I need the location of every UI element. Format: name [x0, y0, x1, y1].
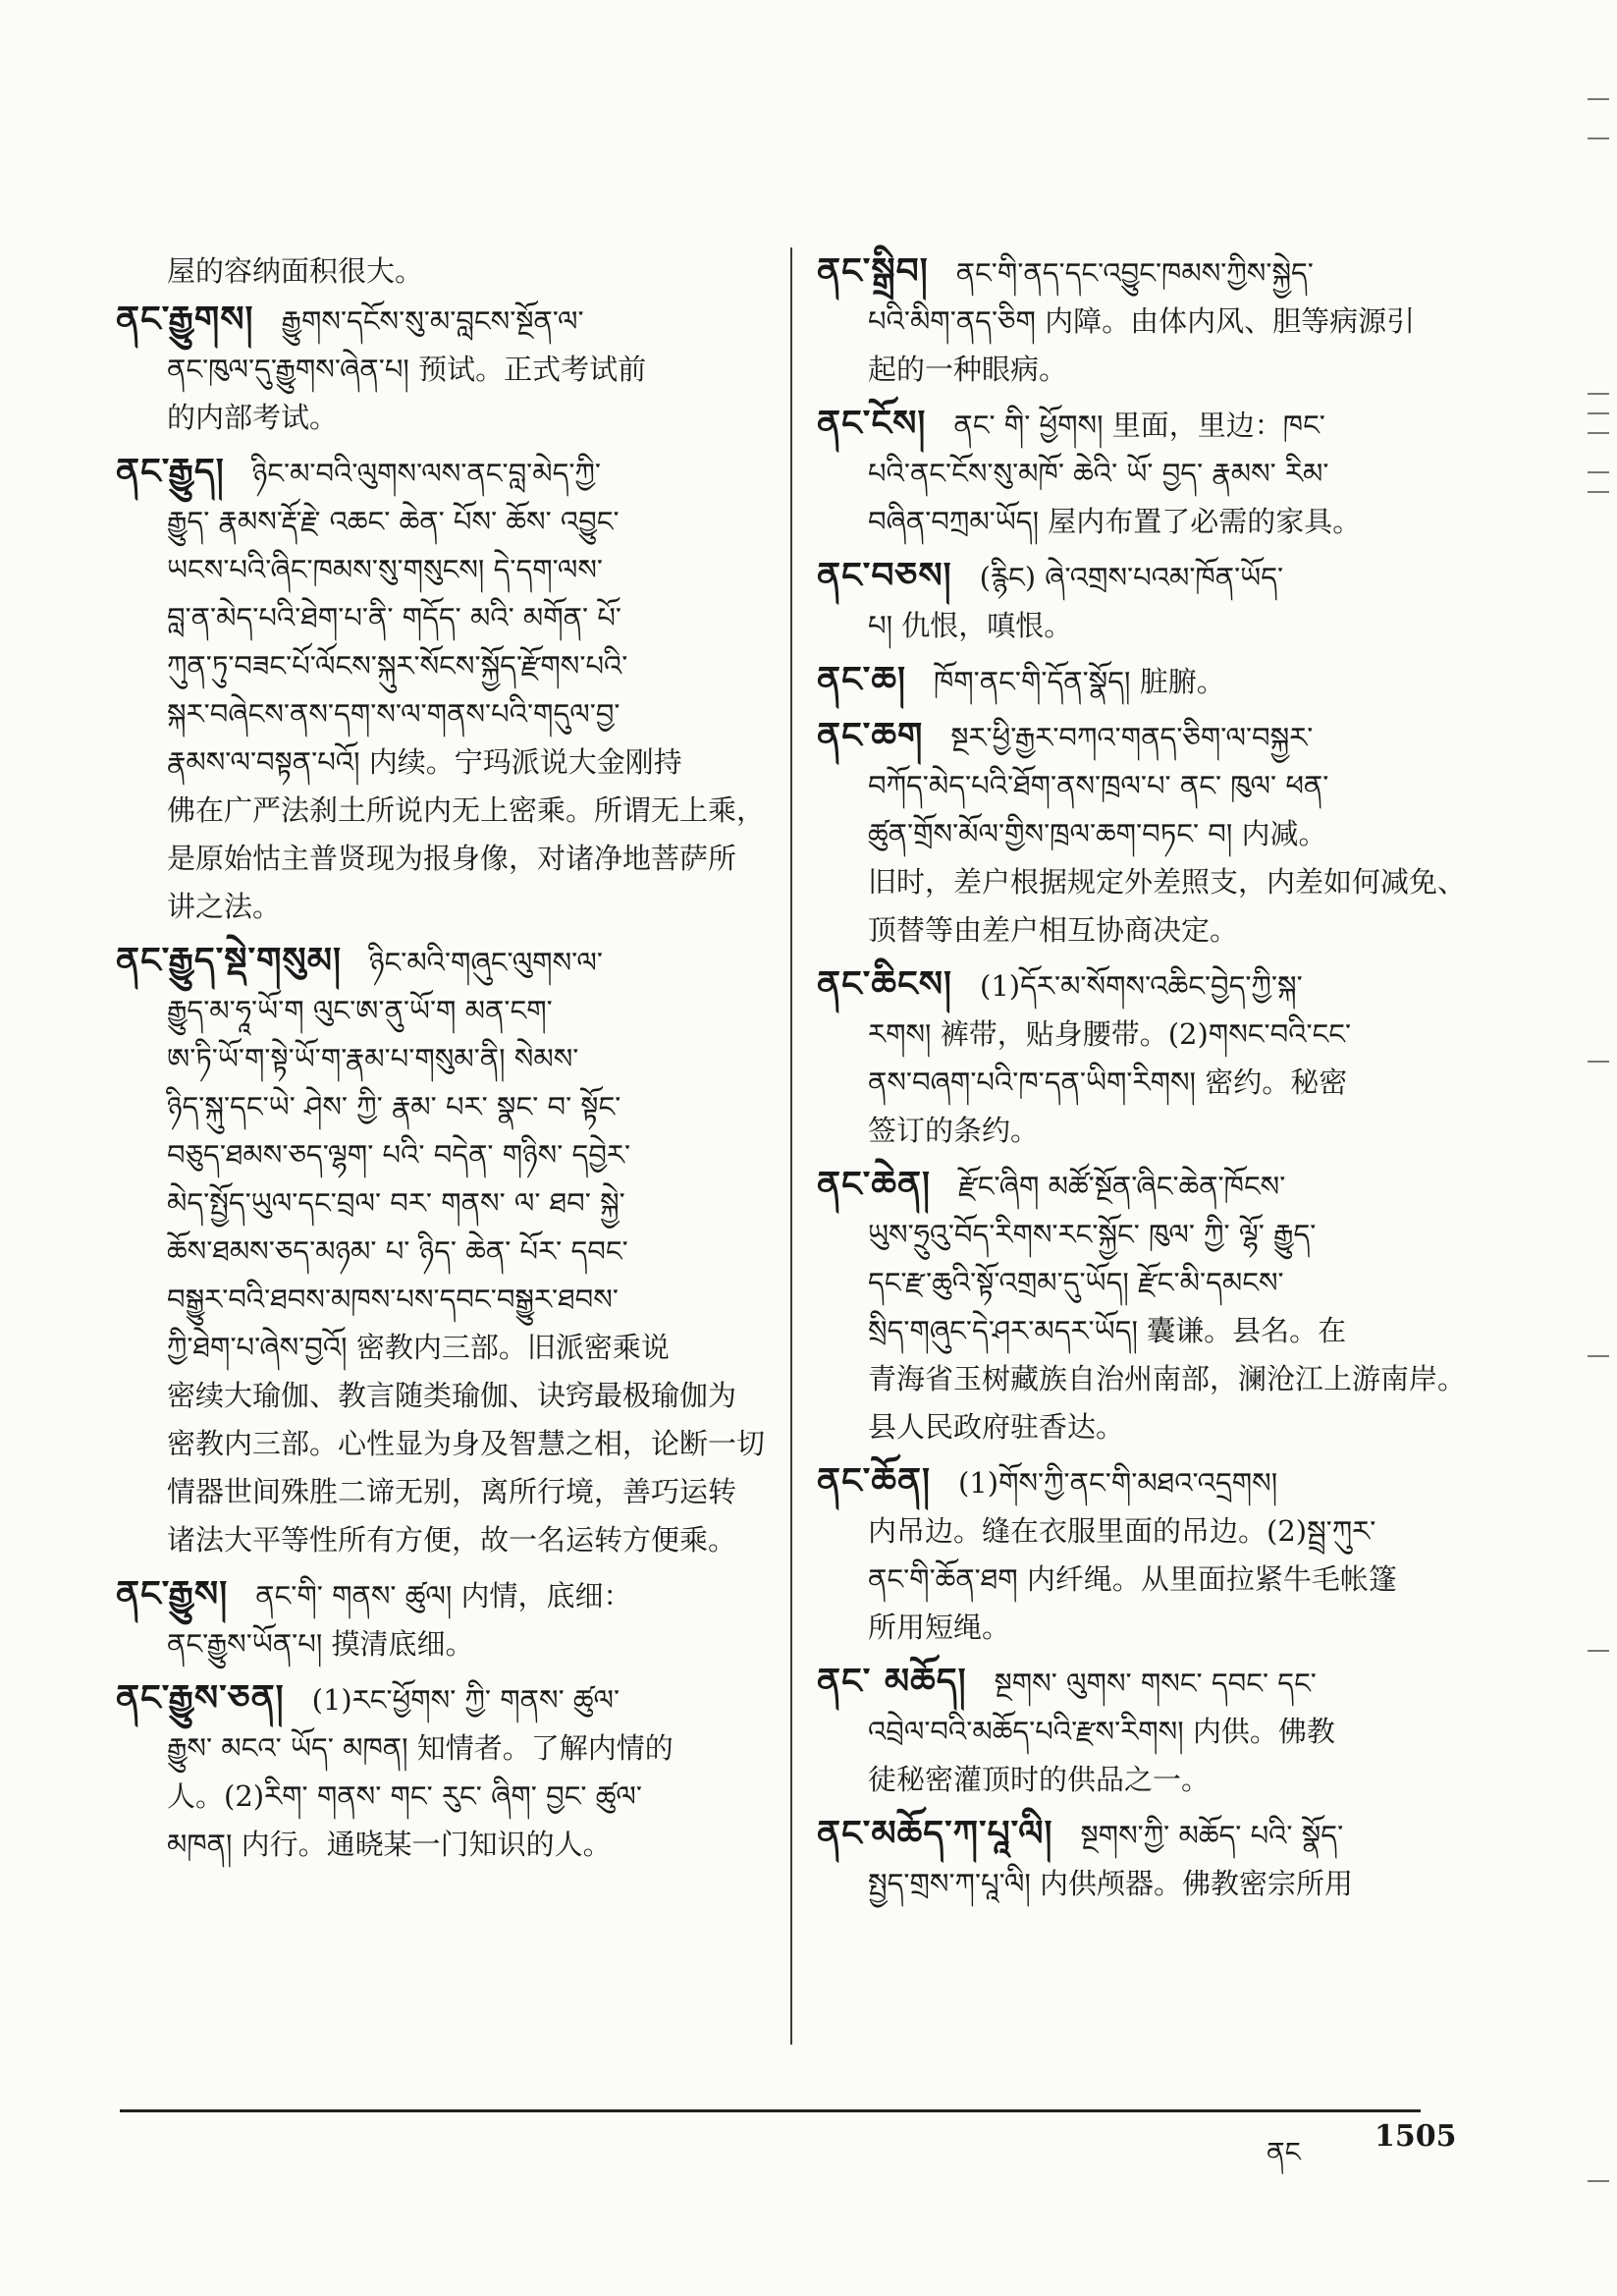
entry-definition-line: ནང་ཁུལ་དུ་རྒྱུགས་ཞེན་པ། 预试。正式考试前 [167, 353, 647, 386]
entry-definition-line: བླ་ན་མེད་པའི་ཐེག་པ་ནི་ གདོད་ མའི་ མགོན་ པོ་ [167, 601, 621, 634]
entry-definition-line: ནང་གི་ནད་དང་འབྱུང་ཁམས་ཀྱིས་སྐྱེད་ [955, 256, 1314, 290]
entry-headword: ནང་མཆོད་ཀ་པཱ་ལི། [817, 1814, 1053, 1854]
entry-definition-line: སྔགས་ཀྱི་ མཆོད་ པའི་ སྣོད་ [1080, 1819, 1344, 1852]
entry-definition-line: དང་རྫ་ཆུའི་སྟོ་འགྲམ་དུ་ཡོད། རྫོང་མི་དམངས་ [868, 1266, 1284, 1299]
entry-definition-line: ནང་རྒྱུས་ཡོན་པ། 摸清底细。 [167, 1627, 474, 1661]
dictionary-entry [817, 552, 1471, 650]
entry-definition-line: ཡུས་ཧྲུའུ་བོད་རིགས་རང་སྐྱོང་ ཁུལ་ ཀྱི་ ལྷོ་ རྒྱུད་ [868, 1218, 1317, 1251]
entry-definition-line: མེད་སྤྱོད་ཡུལ་དང་བྲལ་ བར་ གནས་ ལ་ ཐབ་ སྐྱེ་ [167, 1186, 625, 1220]
dictionary-entry [116, 937, 769, 1564]
entry-definition-line: ཁོག་ནང་གི་དོན་སྣོད། 脏腑。 [933, 665, 1225, 698]
entry-definition-line: 情器世间殊胜二谛无别，离所行境，善巧运转 [167, 1475, 737, 1508]
entry-definition-line: སྔར་ཕྱི་རྒྱར་བཀའ་གནད་ཅིག་ལ་བསྐྱར་ [950, 721, 1314, 754]
entry-definition-line: 的内部考试。 [167, 401, 339, 434]
entry-definition-line: རྫོང་ཞིག མཚོ་སྔོན་ཞིང་ཆེན་ཁོངས་ [957, 1170, 1286, 1203]
entry-headword: ནང་སྒྲིབ། [817, 251, 929, 292]
entry-definition-line: ཀྱི་ཐེག་པ་ཞེས་བྱའོ། 密教内三部。旧派密乘说 [167, 1331, 670, 1364]
entry-definition-line: 佛在广严法刹土所说内无上密乘。所谓无上乘， [167, 793, 766, 827]
entry-definition-line: 内吊边。缝在衣服里面的吊边。(2)སྦྲ་ཀུར་ [868, 1514, 1376, 1548]
entry-headword: ནང་ཆོན། [817, 1461, 931, 1502]
dictionary-entry [116, 1570, 769, 1668]
entry-definition-line: 签订的条约。 [868, 1114, 1040, 1147]
dictionary-entry [817, 712, 1471, 955]
entry-headword: ནང་རྒྱུས་ཅན། [116, 1678, 285, 1719]
dictionary-entry [116, 296, 769, 442]
entry-definition-line: 密续大瑜伽、教言随类瑜伽、诀窍最极瑜伽为 [167, 1379, 737, 1412]
entry-definition-line: བསྒྱུར་བའི་ཐབས་མཁས་པས་དབང་བསྒྱུར་ཐབས་ [167, 1283, 619, 1316]
entry-definition-line: ཡངས་པའི་ཞིང་ཁམས་སུ་གསུངས། དེ་དག་ལས་ [167, 553, 604, 586]
entry-definition-line: ནང་ གི་ ཕྱོགས། 里面，里边：ཁང་ [953, 409, 1325, 442]
entry-headword: ནང་ངོས། [817, 404, 927, 444]
margin-marks [1578, 59, 1617, 2219]
entry-definition-line: ཉིད་སྐུ་དང་ཡེ་ ཤེས་ ཀྱི་ རྣམ་ པར་ སྣང་ བ་ སྟོང་ [167, 1090, 621, 1123]
entry-definition-line: རྒྱུད་མ་ཧཱ་ཡོ་ག ལུང་ཨ་ནུ་ཡོ་ག མན་ངག་ [167, 994, 553, 1027]
entry-headword: ནང་བཅས། [817, 556, 952, 596]
entry-headword: ནང་ཆག [817, 716, 924, 756]
entry-definition-line: རགས། 裤带，贴身腰带。(2)གསང་བའི་ངང་ [868, 1017, 1352, 1051]
entry-definition-line: བཞིན་བཀྲམ་ཡོད། 屋内布置了必需的家具。 [868, 505, 1362, 538]
entry-definition-line: ཀུན་ཏུ་བཟང་པོ་ལོངས་སྐུར་སོངས་སྐྱོད་རྫོགས་པའི་ [167, 649, 628, 683]
entry-definition-line: ཨ་ཏི་ཡོ་ག་སྟེ་ཡོ་ག་རྣམ་པ་གསུམ་ནི། སེམས་ [167, 1042, 579, 1075]
entry-definition-line: ནང་གི་ཆོན་ཐག 内纤绳。从里面拉紧牛毛帐篷 [868, 1562, 1397, 1596]
entry-definition-line: སྤྱད་གྲས་ཀ་པཱ་ལི། 内供颅器。佛教密宗所用 [868, 1867, 1353, 1900]
entry-definition-line: པའི་མིག་ནད་ཅིག 内障。由体内风、胆等病源引 [868, 304, 1416, 338]
entry-definition-line: (1)རང་ཕྱོགས་ ཀྱི་ གནས་ ཚུལ་ [311, 1683, 620, 1717]
entry-headword: ནང་རྒྱུད། [116, 452, 225, 492]
entry-definition-line: ཆོས་ཐམས་ཅད་མཉམ་ པ་ ཉིད་ ཆེན་ པོར་ དབང་ [167, 1234, 628, 1268]
entry-definition-line: 讲之法。 [167, 890, 282, 923]
entry-definition-line: ཉིང་མ་བའི་ལུགས་ལས་ནང་བླ་མེད་ཀྱི་ [251, 457, 602, 490]
right-column [817, 247, 1471, 1914]
entry-definition-line: 旧时，差户根据规定外差照支，内差如何减免、 [868, 865, 1467, 899]
entry-definition-line: བཀོད་མེད་པའི་ཐོག་ནས་ཁྲལ་པ་ ནང་ ཁུལ་ ཕན་ [868, 769, 1329, 802]
dictionary-entry [817, 1161, 1471, 1451]
entry-definition-line: སྐར་བཞེངས་ནས་དག་ས་ལ་གནས་པའི་གདུལ་བྱ་ [167, 697, 620, 731]
entry-definition-line: བཅུད་ཐམས་ཅད་ལྷག་ པའི་ བདེན་ གཉིས་ དབྱེར་ [167, 1138, 631, 1172]
entry-definition-line: 徒秘密灌顶时的供品之一。 [868, 1763, 1211, 1796]
entry-definition-line: (རྙིང) ཞེ་འགྲས་པའམ་ཁོན་ཡོད་ [979, 561, 1284, 594]
running-header-word: ནང [1267, 2136, 1301, 2168]
entry-definition-line: 所用短绳。 [868, 1611, 1011, 1644]
dictionary-entry [817, 960, 1471, 1155]
entry-definition-line: ཉིང་མའི་གཞུང་ལུགས་ལ་ [368, 946, 603, 979]
dictionary-entry [817, 1658, 1471, 1804]
entry-headword: ནང་ མཆོད། [817, 1662, 967, 1702]
entry-definition-line: (1)དོར་མ་སོགས་འཆིང་བྱེད་ཀྱི་སྐ་ [980, 969, 1303, 1003]
entry-definition-line: རྒྱུགས་དངོས་སུ་མ་བླངས་སྔོན་ལ་ [281, 304, 584, 338]
entry-definition-line: 是原始怙主普贤现为报身像，对诸净地菩萨所 [167, 842, 737, 875]
dictionary-entry [817, 1457, 1471, 1652]
continuation-line: 屋的容纳面积很大。 [167, 254, 424, 288]
dictionary-entry [116, 448, 769, 931]
entry-definition-line: རྒྱུས་ མངའ་ ཡོད་ མཁན། 知情者。了解内情的 [167, 1731, 674, 1765]
continuation-text [116, 247, 769, 296]
entry-definition-line: ཚུན་གྲོས་མོལ་གྱིས་ཁྲལ་ཆག་བཏང་ བ། 内减。 [868, 817, 1327, 850]
entry-headword: ནང་ཆེན། [817, 1165, 931, 1205]
entry-definition-line: མཁན། 内行。通晓某一门知识的人。 [167, 1828, 612, 1861]
page-number: 1505 [1374, 2119, 1457, 2154]
entry-definition-line: 顶替等由差户相互协商决定。 [868, 913, 1239, 947]
entry-headword: ནང་རྒྱུགས། [116, 300, 254, 340]
entry-definition-line: ནང་གི་ གནས་ ཚུལ། 内情，底细： [255, 1579, 632, 1613]
dictionary-entry [116, 1674, 769, 1869]
left-column [116, 247, 769, 1875]
entry-definition-line: 起的一种眼病。 [868, 353, 1068, 386]
entry-definition-line: འབྲེལ་བའི་མཆོད་པའི་རྫས་རིགས། 内供。佛教 [868, 1715, 1335, 1748]
entry-definition-line: པ། 仇恨，嗔恨。 [868, 609, 1073, 642]
entry-definition-line: 县人民政府驻香达。 [868, 1410, 1125, 1444]
column-divider [790, 247, 792, 2045]
entry-definition-line: 诸法大平等性所有方便，故一名运转方便乘。 [167, 1523, 737, 1557]
dictionary-entry [817, 1810, 1471, 1908]
entry-definition-line: རྣམས་ལ་བསྟན་པའོ། 内续。宁玛派说大金刚持 [167, 745, 682, 779]
entry-definition-line: སྔགས་ ལུགས་ གསང་ དབང་ དང་ [994, 1667, 1317, 1700]
entry-definition-line: སྲིད་གཞུང་དེ་ཤར་མདར་ཡོད། 囊谦。县名。在 [868, 1314, 1347, 1347]
dictionary-entry [817, 247, 1471, 394]
entry-definition-line: (1)གོས་ཀྱི་ནང་གི་མཐའ་འདྲགས། [957, 1466, 1278, 1500]
entry-definition-line: རྒྱུད་ རྣམས་རྡོ་རྗེ་ འཆང་ ཆེན་ པོས་ ཆོས་ འབྱུང་ [167, 505, 620, 538]
entry-headword: ནང་ཆ། [817, 660, 906, 700]
footer-rule [120, 2109, 1421, 2112]
entry-definition-line: ནས་བཞག་པའི་ཁ་དན་ཡིག་རིགས། 密约。秘密 [868, 1066, 1348, 1099]
entry-definition-line: 青海省玉树藏族自治州南部，澜沧江上游南岸。 [868, 1362, 1467, 1395]
entry-headword: ནང་རྒྱུས། [116, 1574, 229, 1614]
entry-headword: ནང་ཆིངས། [817, 964, 953, 1005]
dictionary-entry [817, 656, 1471, 706]
entry-headword: ནང་རྒྱུད་སྡེ་གསུམ། [116, 941, 342, 981]
entry-definition-line: 密教内三部。心性显为身及智慧之相，论断一切 [167, 1427, 766, 1460]
entry-definition-line: པའི་ནང་ངོས་སུ་མཁོ་ ཆེའི་ ཡོ་ བྱད་ རྣམས་ རིམ་ [868, 457, 1329, 490]
entry-definition-line: 人。(2)རིག་ གནས་ གང་ རུང་ ཞིག་ བྱང་ ཚུལ་ [167, 1779, 642, 1813]
dictionary-entry [817, 400, 1471, 546]
